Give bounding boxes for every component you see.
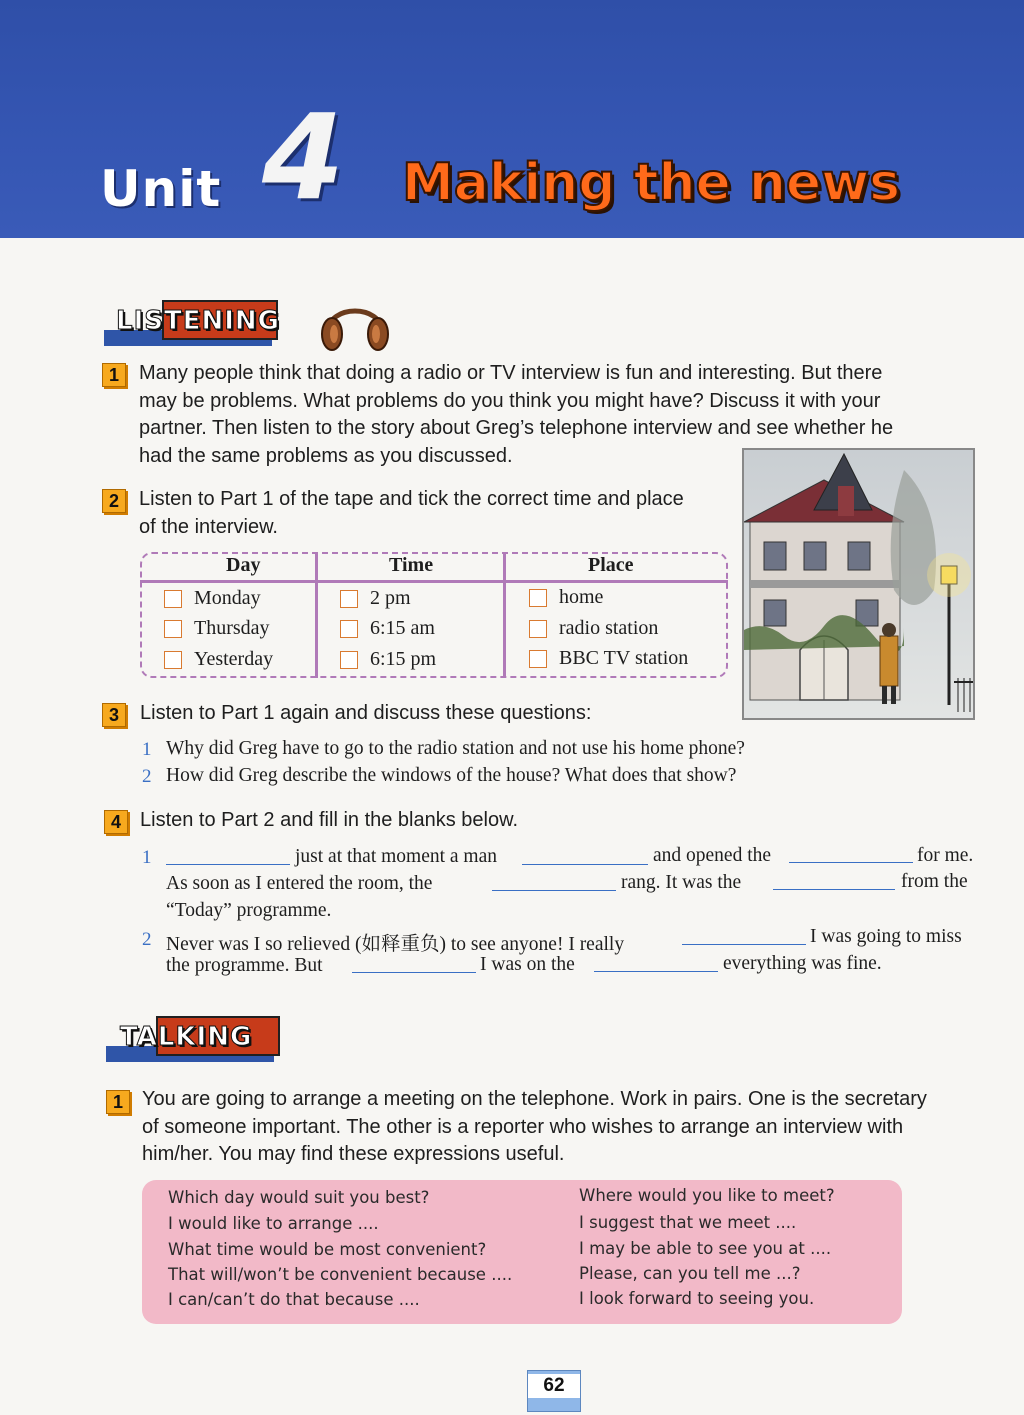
option-radio-station[interactable]	[529, 617, 658, 640]
table-header-day: Day	[226, 554, 261, 576]
exercise-number: 1	[106, 1090, 130, 1114]
option-label: BBC TV station	[559, 647, 689, 669]
text-line: of someone important. The other is a reporter who wishes to arrange an interview with	[142, 1115, 904, 1138]
option-label: radio station	[559, 617, 659, 639]
expression: Please, can you tell me ...?	[579, 1264, 801, 1283]
text-segment: I was going to miss	[810, 926, 962, 947]
checkbox[interactable]	[529, 589, 547, 607]
text-line: him/her. You may find these expressions useful.	[142, 1143, 565, 1165]
text-line: partner. Then listen to the story about Greg’s telephone interview and see whether he	[139, 417, 894, 439]
table-header-time: Time	[389, 554, 434, 576]
option-615am[interactable]	[340, 617, 435, 640]
text-segment: As soon as I entered the room, the	[166, 873, 433, 894]
page-number-text: 62	[528, 1374, 580, 1398]
unit-title: Making the news	[402, 153, 901, 213]
option-label: Monday	[194, 587, 261, 609]
fill-blank[interactable]	[352, 972, 476, 973]
text-segment: and opened the	[653, 845, 772, 866]
text-line: may be problems. What problems do you think you might have? Discuss it with your	[139, 389, 881, 412]
table-header-place: Place	[588, 554, 634, 576]
text-segment: I was on the	[480, 954, 575, 975]
checkbox[interactable]	[340, 651, 358, 669]
option-label: 2 pm	[370, 587, 411, 609]
option-label: Yesterday	[194, 648, 274, 670]
checkbox[interactable]	[164, 651, 182, 669]
text-segment: from the	[901, 871, 968, 892]
house-image	[744, 450, 975, 720]
talking-banner	[106, 1016, 282, 1062]
option-label: 6:15 am	[370, 617, 435, 639]
option-bbc-tv-station[interactable]	[529, 647, 688, 670]
question-text: How did Greg describe the windows of the house? What does that show?	[166, 765, 737, 786]
text-line: Listen to Part 1 of the tape and tick the correct time and place	[139, 488, 684, 510]
unit-number: 4	[262, 88, 345, 226]
option-yesterday[interactable]	[164, 648, 273, 671]
unit-header	[0, 0, 1024, 238]
option-label: Thursday	[194, 617, 270, 639]
expression: I may be able to see you at ....	[579, 1239, 832, 1258]
option-thursday[interactable]	[164, 617, 270, 640]
expression: I can/can’t do that because ....	[168, 1290, 420, 1309]
listening-ex3-instruction: Listen to Part 1 again and discuss these questions:	[140, 702, 592, 724]
fill-blank[interactable]	[594, 971, 718, 972]
expression: I suggest that we meet ....	[579, 1213, 797, 1232]
option-label: 6:15 pm	[370, 648, 437, 670]
expression: That will/won’t be convenient because ....	[168, 1265, 513, 1284]
fill-blank[interactable]	[682, 944, 806, 945]
talking-banner-text: TALKING	[120, 1022, 253, 1052]
question-number: 1	[142, 847, 152, 868]
listening-banner-text: LISTENING	[116, 306, 280, 336]
text-segment: the programme. But	[166, 955, 323, 976]
option-label: home	[559, 586, 604, 608]
option-615pm[interactable]	[340, 648, 436, 671]
text-line: had the same problems as you discussed.	[139, 444, 513, 467]
headphones-icon	[318, 296, 394, 354]
text-segment: just at that moment a man	[295, 846, 497, 867]
question-number: 2	[142, 766, 152, 787]
fill-blank[interactable]	[492, 890, 616, 891]
text-line: of the interview.	[139, 515, 278, 538]
text-line: Many people think that doing a radio or TV interview is fun and interesting. But there	[139, 362, 883, 384]
option-home[interactable]	[529, 586, 603, 609]
text-line: You are going to arrange a meeting on the telephone. Work in pairs. One is the secretary	[142, 1088, 927, 1110]
checkbox[interactable]	[340, 590, 358, 608]
fill-blank[interactable]	[789, 862, 913, 863]
text-segment: for me.	[917, 845, 974, 866]
fill-blank[interactable]	[166, 864, 290, 865]
checkbox[interactable]	[529, 620, 547, 638]
table-column-divider	[315, 552, 318, 678]
text-segment: “Today” programme.	[166, 900, 332, 921]
question-number: 2	[142, 929, 152, 950]
expression: I would like to arrange ....	[168, 1214, 379, 1233]
expression: Where would you like to meet?	[579, 1186, 835, 1205]
exercise-number: 3	[102, 703, 126, 727]
fill-blank[interactable]	[522, 864, 648, 865]
text-segment: rang. It was the	[621, 872, 742, 893]
checkbox[interactable]	[164, 590, 182, 608]
unit-label: Unit	[100, 160, 222, 218]
exercise-number: 2	[102, 489, 126, 513]
listening-ex4-instruction: Listen to Part 2 and fill in the blanks below.	[140, 809, 519, 831]
fill-blank[interactable]	[773, 889, 895, 890]
checkbox[interactable]	[340, 620, 358, 638]
text-segment: everything was fine.	[723, 953, 882, 974]
table-column-divider	[503, 552, 506, 678]
checkbox[interactable]	[529, 650, 547, 668]
option-2pm[interactable]	[340, 587, 411, 610]
exercise-number: 1	[102, 363, 126, 387]
checkbox[interactable]	[164, 620, 182, 638]
page-number	[527, 1370, 581, 1412]
expression: Which day would suit you best?	[168, 1188, 430, 1207]
text-segment: Never was I so relieved (如释重负) to see anyone! I really	[166, 934, 625, 955]
exercise-number: 4	[104, 810, 128, 834]
table-header-divider	[140, 580, 728, 583]
house-illustration	[742, 448, 975, 720]
expression: What time would be most convenient?	[168, 1240, 487, 1259]
talking-ex1-text	[142, 1086, 984, 1169]
question-number: 1	[142, 739, 152, 760]
question-text: Why did Greg have to go to the radio station and not use his home phone?	[166, 738, 745, 759]
option-monday[interactable]	[164, 587, 261, 610]
listening-banner	[104, 300, 280, 346]
listening-ex2-text	[139, 486, 739, 541]
expression: I look forward to seeing you.	[579, 1289, 815, 1308]
